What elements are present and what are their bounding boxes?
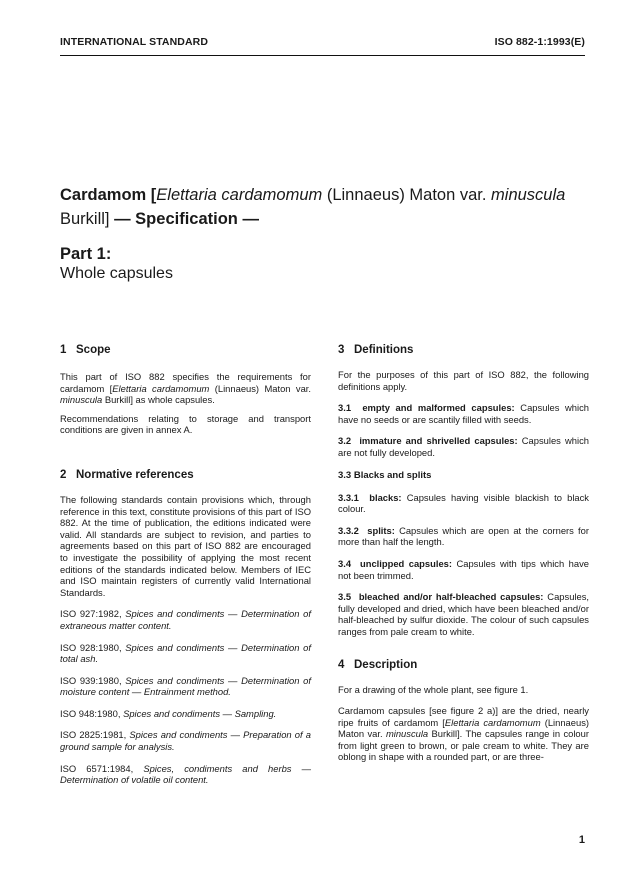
reference-item: ISO 2825:1981, Spices and condiments — Preparation of a ground sample for analysis. xyxy=(60,729,311,753)
scope-paragraph-1: This part of ISO 882 specifies the requirements for cardamom [Elettaria cardamomum (Linnaeus) Maton var. minuscula Burkill] as whole capsules. xyxy=(60,371,311,406)
header-rule xyxy=(60,55,585,56)
left-column xyxy=(60,343,311,786)
part-subtitle: Whole capsules xyxy=(60,265,173,282)
definition-3-5: 3.5 bleached and/or half-bleached capsules: Capsules, fully developed and dried, which have been bleached and/or half-bleached by sulfur dioxide. The colour of such capsules ranges from pale cream to white. xyxy=(338,591,589,637)
definitions-intro: For the purposes of this part of ISO 882, the following definitions apply. xyxy=(338,369,589,392)
definition-3-4: 3.4 unclipped capsules: Capsules with tips which have not been trimmed. xyxy=(338,557,590,581)
definition-3-3-1: 3.3.1 blacks: Capsules having visible blackish to black colour. xyxy=(338,491,589,515)
definition-heading-3-3: 3.3 Blacks and splits xyxy=(338,469,432,481)
title-text-4: — Specification — xyxy=(114,210,259,228)
page-number: 1 xyxy=(578,834,585,846)
reference-item: ISO 948:1980, Spices and condiments — Sampling. xyxy=(60,707,277,719)
definition-3-2: 3.2 immature and shrivelled capsules: Capsules which are not fully developed. xyxy=(338,435,589,458)
page-header xyxy=(60,36,585,48)
title-italic-1: Elettaria cardamomum xyxy=(156,186,323,204)
reference-item: ISO 6571:1984, Spices, condiments and herbs — Determination of volatile oil content. xyxy=(60,762,311,786)
reference-item: ISO 939:1980, Spices and condiments — Determination of moisture content — Entrainment method. xyxy=(60,674,311,698)
section-heading-scope: 1 Scope xyxy=(60,344,111,356)
normative-intro: The following standards contain provisions which, through reference in this text, constitute provisions of this part of ISO 882. At the time of publication, the editions indicated were valid. All standards are subject to revision, and parties to agreements based on this part of ISO 882 are encouraged to investigate the possibility of applying the most recent editions of the standards indicated below. Members of IEC and ISO maintain registers of currently valid International Standards. xyxy=(60,493,311,598)
description-paragraph-2: Cardamom capsules [see figure 2 a)] are the dried, nearly ripe fruits of cardamom [Elettaria cardamomum (Linnaeus) Maton var. minuscula Burkill]. The capsules range in colour from light green to brown, or pale cream to white. They are oblong in shape with a rounded part, or are three- xyxy=(338,705,590,763)
section-heading-definitions: 3 Definitions xyxy=(338,344,414,356)
title-text-1: Cardamom [ xyxy=(60,186,157,204)
reference-item: ISO 927:1982, Spices and condiments — Determination of extraneous matter content. xyxy=(60,608,311,631)
scope-paragraph-2: Recommendations relating to storage and transport conditions are given in annex A. xyxy=(60,412,311,436)
definition-3-3-2: 3.3.2 splits: Capsules which are open at the corners for more than half the length. xyxy=(338,524,589,548)
title-text-2: (Linnaeus) Maton var. xyxy=(322,186,492,204)
title-text-3: Burkill] xyxy=(60,210,115,228)
title-italic-2: minuscula xyxy=(491,186,566,204)
section-heading-description: 4 Description xyxy=(338,658,418,671)
right-column xyxy=(338,343,589,763)
document-title xyxy=(60,183,590,231)
description-paragraph-1: For a drawing of the whole plant, see figure 1. xyxy=(338,683,529,695)
section-heading-normative: 2 Normative references xyxy=(60,468,194,481)
definition-3-1: 3.1 empty and malformed capsules: Capsules which have no seeds or are scantily filled with seeds. xyxy=(338,402,589,425)
header-standard-label: INTERNATIONAL STANDARD xyxy=(60,36,209,48)
part-number: Part 1: xyxy=(60,245,112,263)
header-document-code: ISO 882-1:1993(E) xyxy=(494,36,585,48)
reference-item: ISO 928:1980, Spices and condiments — Determination of total ash. xyxy=(60,641,311,665)
